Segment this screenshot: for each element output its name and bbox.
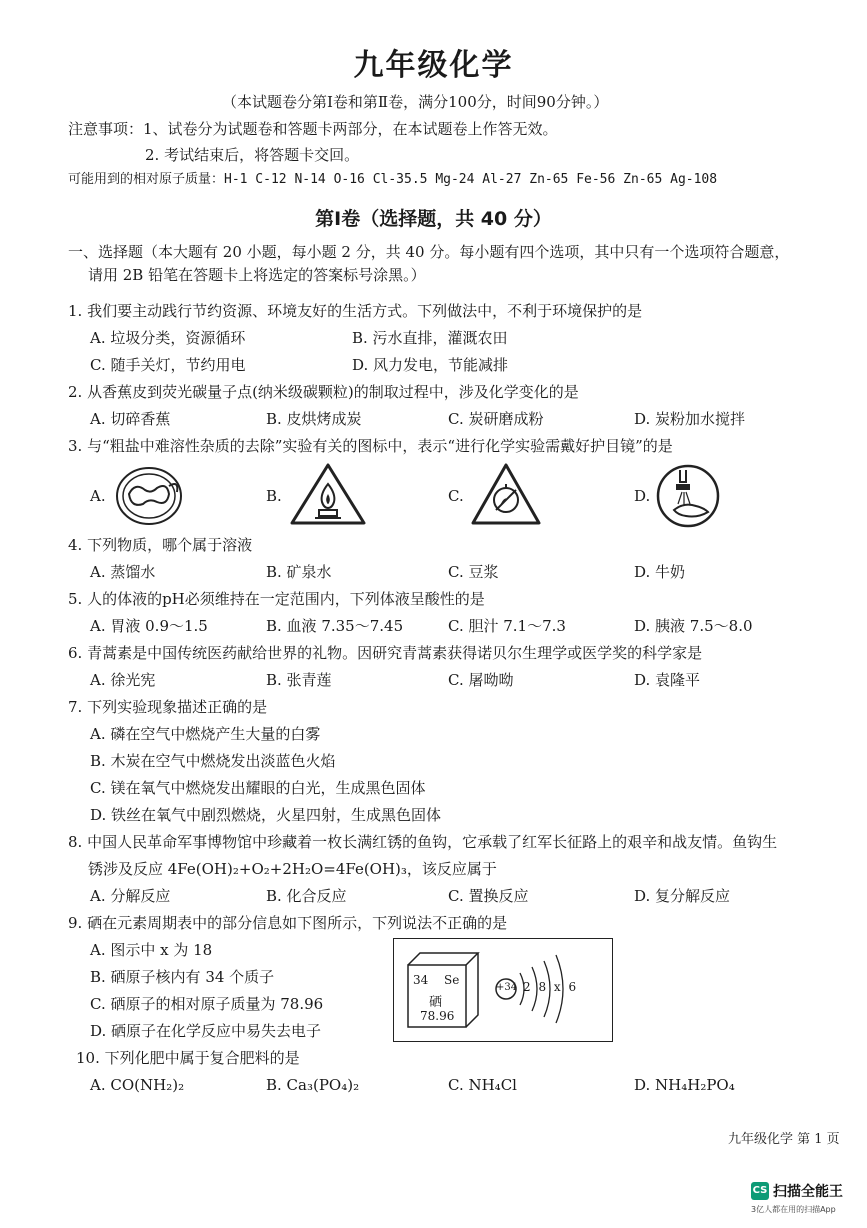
q7-option-d: D. 铁丝在氧气中剧烈燃烧，火星四射，生成黑色固体 [90,806,442,824]
notice-1: 注意事项：1、试卷分为试题卷和答题卡两部分，在本试题卷上作答无效。 [68,120,558,138]
section-title: 第Ⅰ卷（选择题，共 40 分） [315,208,552,230]
q3-option-b: B. [266,487,282,505]
scanner-watermark [751,1180,865,1226]
q7-stem: 7. 下列实验现象描述正确的是 [68,698,268,716]
q1-option-c: C. 随手关灯，节约用电 [90,356,246,374]
element-number: 34 [413,973,429,987]
q8-option-d: D. 复分解反应 [634,887,731,905]
q1-stem: 1. 我们要主动践行节约资源、环境友好的生活方式。下列做法中，不利于环境保护的是 [68,302,643,320]
q4-option-d: D. 牛奶 [634,563,686,581]
selenium-figure [393,938,613,1042]
atomic-mass-line: 可能用到的相对原子质量：H-1 C-12 N-14 O-16 Cl-35.5 Mg-24 Al-27 Zn-65 Fe-56 Zn-65 Ag-108 [68,172,718,187]
notice-2: 2. 考试结束后，将答题卡交回。 [145,146,360,164]
q10-option-d: D. NH₄H₂PO₄ [634,1076,735,1094]
q6-option-b: B. 张青莲 [266,671,332,689]
exam-subtitle: （本试题卷分第Ⅰ卷和第Ⅱ卷，满分100分，时间90分钟。） [222,93,609,111]
section-intro-2: 请用 2B 铅笔在答题卡上将选定的答案标号涂黑。） [88,266,426,284]
q2-stem: 2. 从香蕉皮到荧光碳量子点(纳米级碳颗粒)的制取过程中，涉及化学变化的是 [68,383,579,401]
q9-option-a: A. 图示中 x 为 18 [90,941,213,959]
q2-option-a: A. 切碎香蕉 [90,410,171,428]
q2-option-b: B. 皮烘烤成炭 [266,410,362,428]
q5-option-a: A. 胃液 0.9～1.5 [90,617,208,635]
q8-option-a: A. 分解反应 [90,887,171,905]
q6-option-c: C. 屠呦呦 [448,671,514,689]
element-name: 硒 [429,995,443,1010]
q5-option-c: C. 胆汁 7.1～7.3 [448,617,566,635]
camscanner-logo: CS [751,1182,769,1200]
q5-stem: 5. 人的体液的pH必须维持在一定范围内，下列体液呈酸性的是 [68,590,485,608]
electron-shells: 2 8 x 6 [523,980,579,994]
q3-option-c: C. [448,487,464,505]
q2-option-c: C. 炭研磨成粉 [448,410,544,428]
q2-option-d: D. 炭粉加水搅拌 [634,410,746,428]
page-number-label: 九年级化学 第 1 页 [728,1132,840,1147]
q10-option-a: A. CO(NH₂)₂ [90,1076,185,1094]
q8-option-b: B. 化合反应 [266,887,347,905]
q9-option-c: C. 硒原子的相对原子质量为 78.96 [90,995,324,1013]
q10-option-b: B. Ca₃(PO₄)₂ [266,1076,360,1094]
q10-option-c: C. NH₄Cl [448,1076,517,1094]
q8-stem-line-2: 锈涉及反应 4Fe(OH)₂+O₂+2H₂O=4Fe(OH)₃，该反应属于 [88,860,497,878]
camscanner-tagline: 3亿人都在用的扫描App [751,1205,836,1214]
q4-option-a: A. 蒸馏水 [90,563,156,581]
q8-stem-line-1: 8. 中国人民革命军事博物馆中珍藏着一枚长满红锈的鱼钩，它承载了红军长征路上的艰辛和战友情。鱼钩生 [68,833,778,851]
flame-heating-icon [289,462,367,530]
hot-surface-warning-icon [470,462,542,530]
hand-washing-icon [654,464,722,532]
q9-stem: 9. 硒在元素周期表中的部分信息如下图所示，下列说法不正确的是 [68,914,508,932]
q1-option-a: A. 垃圾分类，资源循环 [90,329,246,347]
q1-option-b: B. 污水直排，灌溉农田 [352,329,508,347]
q5-option-b: B. 血液 7.35～7.45 [266,617,404,635]
element-mass: 78.96 [420,1009,455,1023]
q3-option-a: A. [90,487,106,505]
section-intro-1: 一、选择题（本大题有 20 小题，每小题 2 分，共 40 分。每小题有四个选项，其中只有一个选项符合题意， [68,243,790,261]
q4-stem: 4. 下列物质，哪个属于溶液 [68,536,253,554]
q7-option-b: B. 木炭在空气中燃烧发出淡蓝色火焰 [90,752,336,770]
q3-stem: 3. 与“粗盐中难溶性杂质的去除”实验有关的图标中，表示“进行化学实验需戴好护目镜”的是 [68,437,673,455]
q4-option-b: B. 矿泉水 [266,563,332,581]
page-title: 九年级化学 [353,48,514,83]
q9-option-d: D. 硒原子在化学反应中易失去电子 [90,1022,322,1040]
nucleus-charge: +34 [496,982,518,993]
camscanner-name: 扫描全能王 [773,1184,843,1200]
q1-option-d: D. 风力发电，节能减排 [352,356,509,374]
goggles-icon [113,464,185,532]
q4-option-c: C. 豆浆 [448,563,499,581]
q10-stem: 10. 下列化肥中属于复合肥料的是 [76,1049,300,1067]
q5-option-d: D. 胰液 7.5～8.0 [634,617,753,635]
q6-stem: 6. 青蒿素是中国传统医药献给世界的礼物。因研究青蒿素获得诺贝尔生理学或医学奖的科学家是 [68,644,703,662]
q6-option-d: D. 袁隆平 [634,671,701,689]
q8-option-c: C. 置换反应 [448,887,529,905]
q9-option-b: B. 硒原子核内有 34 个质子 [90,968,275,986]
q6-option-a: A. 徐光宪 [90,671,156,689]
q7-option-a: A. 磷在空气中燃烧产生大量的白雾 [90,725,321,743]
q7-option-c: C. 镁在氧气中燃烧发出耀眼的白光，生成黑色固体 [90,779,426,797]
q3-option-d: D. [634,487,651,505]
element-symbol: Se [444,973,460,987]
